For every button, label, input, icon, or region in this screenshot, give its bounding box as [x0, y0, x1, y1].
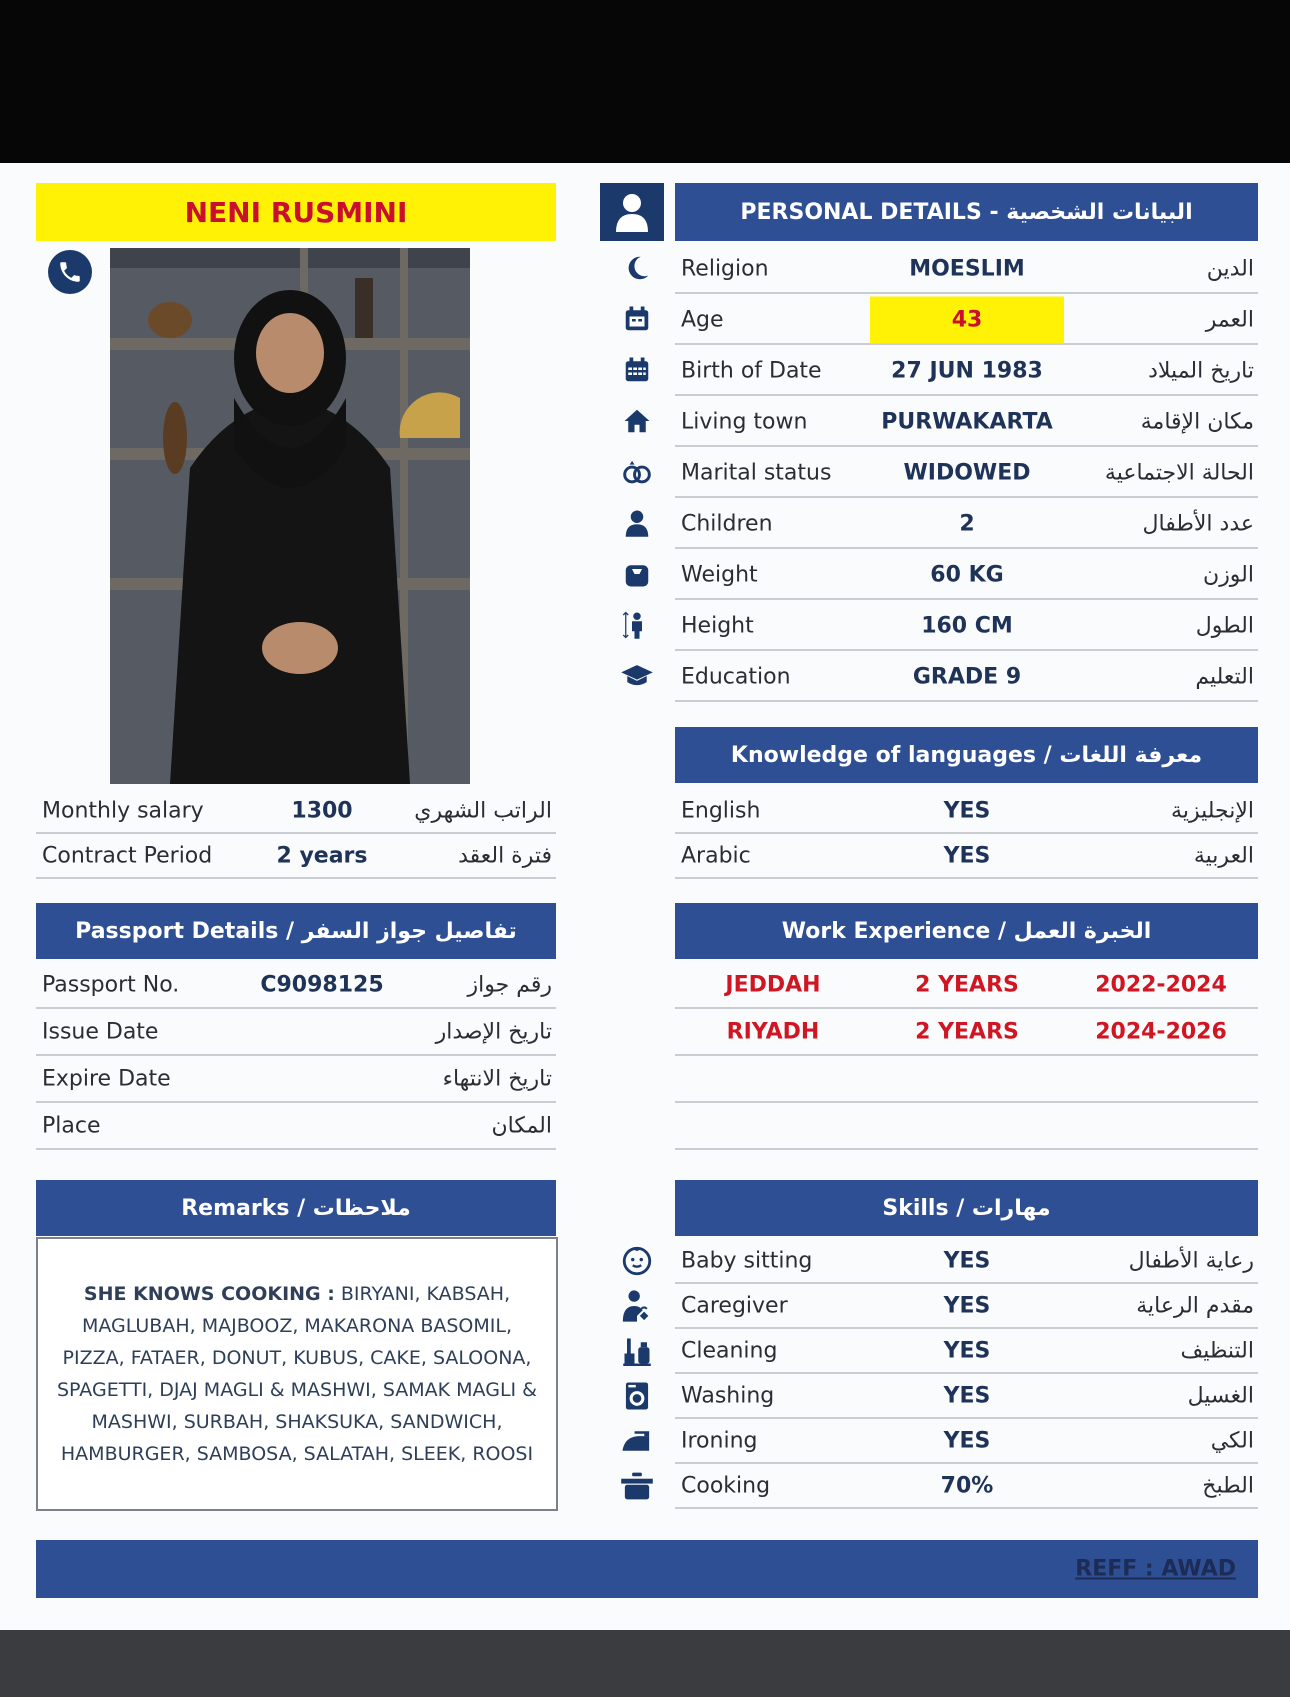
personal-value: 43	[870, 296, 1064, 343]
salary-row	[36, 790, 556, 834]
personal-value: 60 KG	[930, 562, 1004, 587]
passport-row-place	[36, 1104, 556, 1150]
passport-value: C9098125	[260, 972, 384, 998]
personal-value: 2	[959, 511, 975, 536]
personal-label-ar: تاريخ الميلاد	[1148, 358, 1254, 383]
reference-label: REFF : AWAD	[1075, 1556, 1236, 1582]
personal-label: Age	[681, 307, 724, 332]
weight-icon	[617, 551, 657, 597]
skill-row-caregiver	[675, 1285, 1258, 1329]
person-icon	[617, 500, 657, 546]
passport-label-ar: تاريخ الانتهاء	[442, 1066, 552, 1092]
skill-label: Ironing	[681, 1428, 758, 1454]
personal-label: Religion	[681, 256, 769, 281]
experience-period: 2024-2026	[1095, 1019, 1227, 1045]
passport-row-passport-no-	[36, 963, 556, 1009]
washing-machine-icon	[617, 1375, 657, 1417]
passport-row-expire-date	[36, 1057, 556, 1103]
personal-label-ar: التعليم	[1195, 664, 1254, 689]
height-icon	[617, 602, 657, 648]
skill-row-baby-sitting	[675, 1240, 1258, 1284]
language-value: YES	[943, 843, 991, 869]
skill-value: YES	[943, 1338, 991, 1364]
personal-value: 160 CM	[921, 613, 1013, 638]
experience-place: RIYADH	[726, 1019, 820, 1045]
skill-value: 70%	[940, 1473, 994, 1499]
person-badge-icon	[600, 183, 664, 241]
experience-period: 2022-2024	[1095, 972, 1227, 998]
skill-label-ar: رعاية الأطفال	[1128, 1248, 1254, 1274]
language-label-ar: العربية	[1193, 843, 1254, 869]
personal-row-religion	[675, 245, 1258, 294]
skill-row-washing	[675, 1375, 1258, 1419]
skill-row-ironing	[675, 1420, 1258, 1464]
salary-label-ar: الراتب الشهري	[414, 798, 552, 824]
personal-row-height	[675, 602, 1258, 651]
contract-label: Contract Period	[42, 843, 213, 869]
skill-row-cleaning	[675, 1330, 1258, 1374]
experience-row	[675, 963, 1258, 1009]
skill-row-cooking	[675, 1465, 1258, 1509]
passport-label-ar: تاريخ الإصدار	[435, 1019, 552, 1045]
experience-empty-row	[675, 1057, 1258, 1103]
personal-label-ar: الطول	[1195, 613, 1254, 638]
baby-icon	[617, 1240, 657, 1282]
skill-label: Cooking	[681, 1473, 771, 1499]
home-icon	[617, 398, 657, 444]
skill-label: Washing	[681, 1383, 775, 1409]
passport-header: Passport Details / تفاصيل جواز السفر	[36, 903, 556, 959]
language-row-arabic	[675, 835, 1258, 879]
passport-label-ar: المكان	[491, 1113, 552, 1139]
personal-label: Weight	[681, 562, 758, 587]
contract-value: 2 years	[276, 843, 368, 869]
personal-label: Height	[681, 613, 754, 638]
passport-label: Passport No.	[42, 972, 180, 998]
personal-row-education	[675, 653, 1258, 702]
passport-label: Place	[42, 1113, 101, 1139]
remarks-box	[36, 1237, 558, 1511]
passport-row-issue-date	[36, 1010, 556, 1056]
skill-label: Caregiver	[681, 1293, 788, 1319]
remarks-lead: SHE KNOWS COOKING :	[83, 1283, 335, 1305]
passport-label: Expire Date	[42, 1066, 171, 1092]
language-row-english	[675, 790, 1258, 834]
personal-label: Marital status	[681, 460, 832, 485]
language-label-ar: الإنجليزية	[1171, 798, 1254, 824]
personal-label-ar: الوزن	[1203, 562, 1254, 587]
skill-value: YES	[943, 1383, 991, 1409]
skills-header: Skills / مهارات	[675, 1180, 1258, 1236]
calendar-icon	[617, 296, 657, 342]
personal-label: Living town	[681, 409, 808, 434]
personal-value: GRADE 9	[912, 664, 1022, 689]
salary-value: 1300	[291, 798, 353, 824]
experience-header: Work Experience / الخبرة العمل	[675, 903, 1258, 959]
personal-label-ar: العمر	[1205, 307, 1254, 332]
personal-details-header: PERSONAL DETAILS - البيانات الشخصية	[675, 183, 1258, 241]
skill-label: Baby sitting	[681, 1248, 813, 1274]
top-black-bar	[0, 0, 1290, 163]
skill-label-ar: الغسيل	[1187, 1383, 1254, 1409]
passport-label: Issue Date	[42, 1019, 159, 1045]
skill-label-ar: مقدم الرعاية	[1136, 1293, 1254, 1319]
contract-label-ar: فترة العقد	[458, 843, 552, 869]
moon-icon	[617, 245, 657, 291]
skill-value: YES	[943, 1428, 991, 1454]
languages-header: Knowledge of languages / معرفة اللغات	[675, 727, 1258, 783]
passport-label-ar: رقم جواز	[467, 972, 552, 998]
personal-row-marital-status	[675, 449, 1258, 498]
personal-label-ar: عدد الأطفال	[1142, 511, 1254, 536]
remarks-header: Remarks / ملاحظات	[36, 1180, 556, 1236]
personal-label-ar: الحالة الاجتماعية	[1104, 460, 1254, 485]
personal-label: Education	[681, 664, 791, 689]
remarks-text	[38, 1278, 556, 1470]
personal-value: MOESLIM	[909, 256, 1025, 281]
personal-row-children	[675, 500, 1258, 549]
skill-value: YES	[943, 1248, 991, 1274]
language-value: YES	[943, 798, 991, 824]
personal-value: WIDOWED	[903, 460, 1031, 485]
personal-value: 27 JUN 1983	[891, 358, 1043, 383]
phone-icon[interactable]	[48, 250, 92, 294]
experience-row	[675, 1010, 1258, 1056]
personal-row-age	[675, 296, 1258, 345]
caregiver-icon	[617, 1285, 657, 1327]
calendar-grid-icon	[617, 347, 657, 393]
bottom-gray-bar	[0, 1630, 1290, 1697]
experience-duration: 2 YEARS	[915, 1019, 1019, 1045]
contract-row	[36, 835, 556, 879]
skill-label-ar: التنظيف	[1180, 1338, 1254, 1364]
personal-label-ar: مكان الإقامة	[1140, 409, 1254, 434]
remarks-body: BIRYANI, KABSAH, MAGLUBAH, MAJBOOZ, MAKARONA BASOMIL, PIZZA, FATAER, DONUT, KUBUS, CAKE, SALOONA, SPAGETTI, DJAJ MAGLI & MASHWI, SAMAK MAGLI & MASHWI, SURBAH, SHAKSUKA, SANDWICH, HAMBURGER, SAMBOSA, SALATAH, SLEEK, ROOSI	[57, 1283, 537, 1465]
experience-duration: 2 YEARS	[915, 972, 1019, 998]
personal-label: Birth of Date	[681, 358, 822, 383]
language-label: English	[681, 798, 761, 824]
skill-label-ar: الكي	[1210, 1428, 1254, 1454]
personal-row-weight	[675, 551, 1258, 600]
personal-row-living-town	[675, 398, 1258, 447]
experience-place: JEDDAH	[725, 972, 821, 998]
footer-bar	[36, 1540, 1258, 1598]
personal-label-ar: الدين	[1206, 256, 1254, 281]
graduation-cap-icon	[617, 653, 657, 699]
personal-row-birth-of-date	[675, 347, 1258, 396]
candidate-photo	[110, 248, 470, 784]
rings-icon	[617, 449, 657, 495]
language-label: Arabic	[681, 843, 751, 869]
personal-value: PURWAKARTA	[881, 409, 1053, 434]
cooking-pot-icon	[617, 1465, 657, 1507]
iron-icon	[617, 1420, 657, 1462]
skill-label: Cleaning	[681, 1338, 778, 1364]
experience-empty-row	[675, 1104, 1258, 1150]
candidate-name: NENI RUSMINI	[36, 183, 556, 241]
skill-label-ar: الطبخ	[1202, 1473, 1254, 1499]
salary-label: Monthly salary	[42, 798, 204, 824]
cleaning-icon	[617, 1330, 657, 1372]
skill-value: YES	[943, 1293, 991, 1319]
personal-label: Children	[681, 511, 773, 536]
